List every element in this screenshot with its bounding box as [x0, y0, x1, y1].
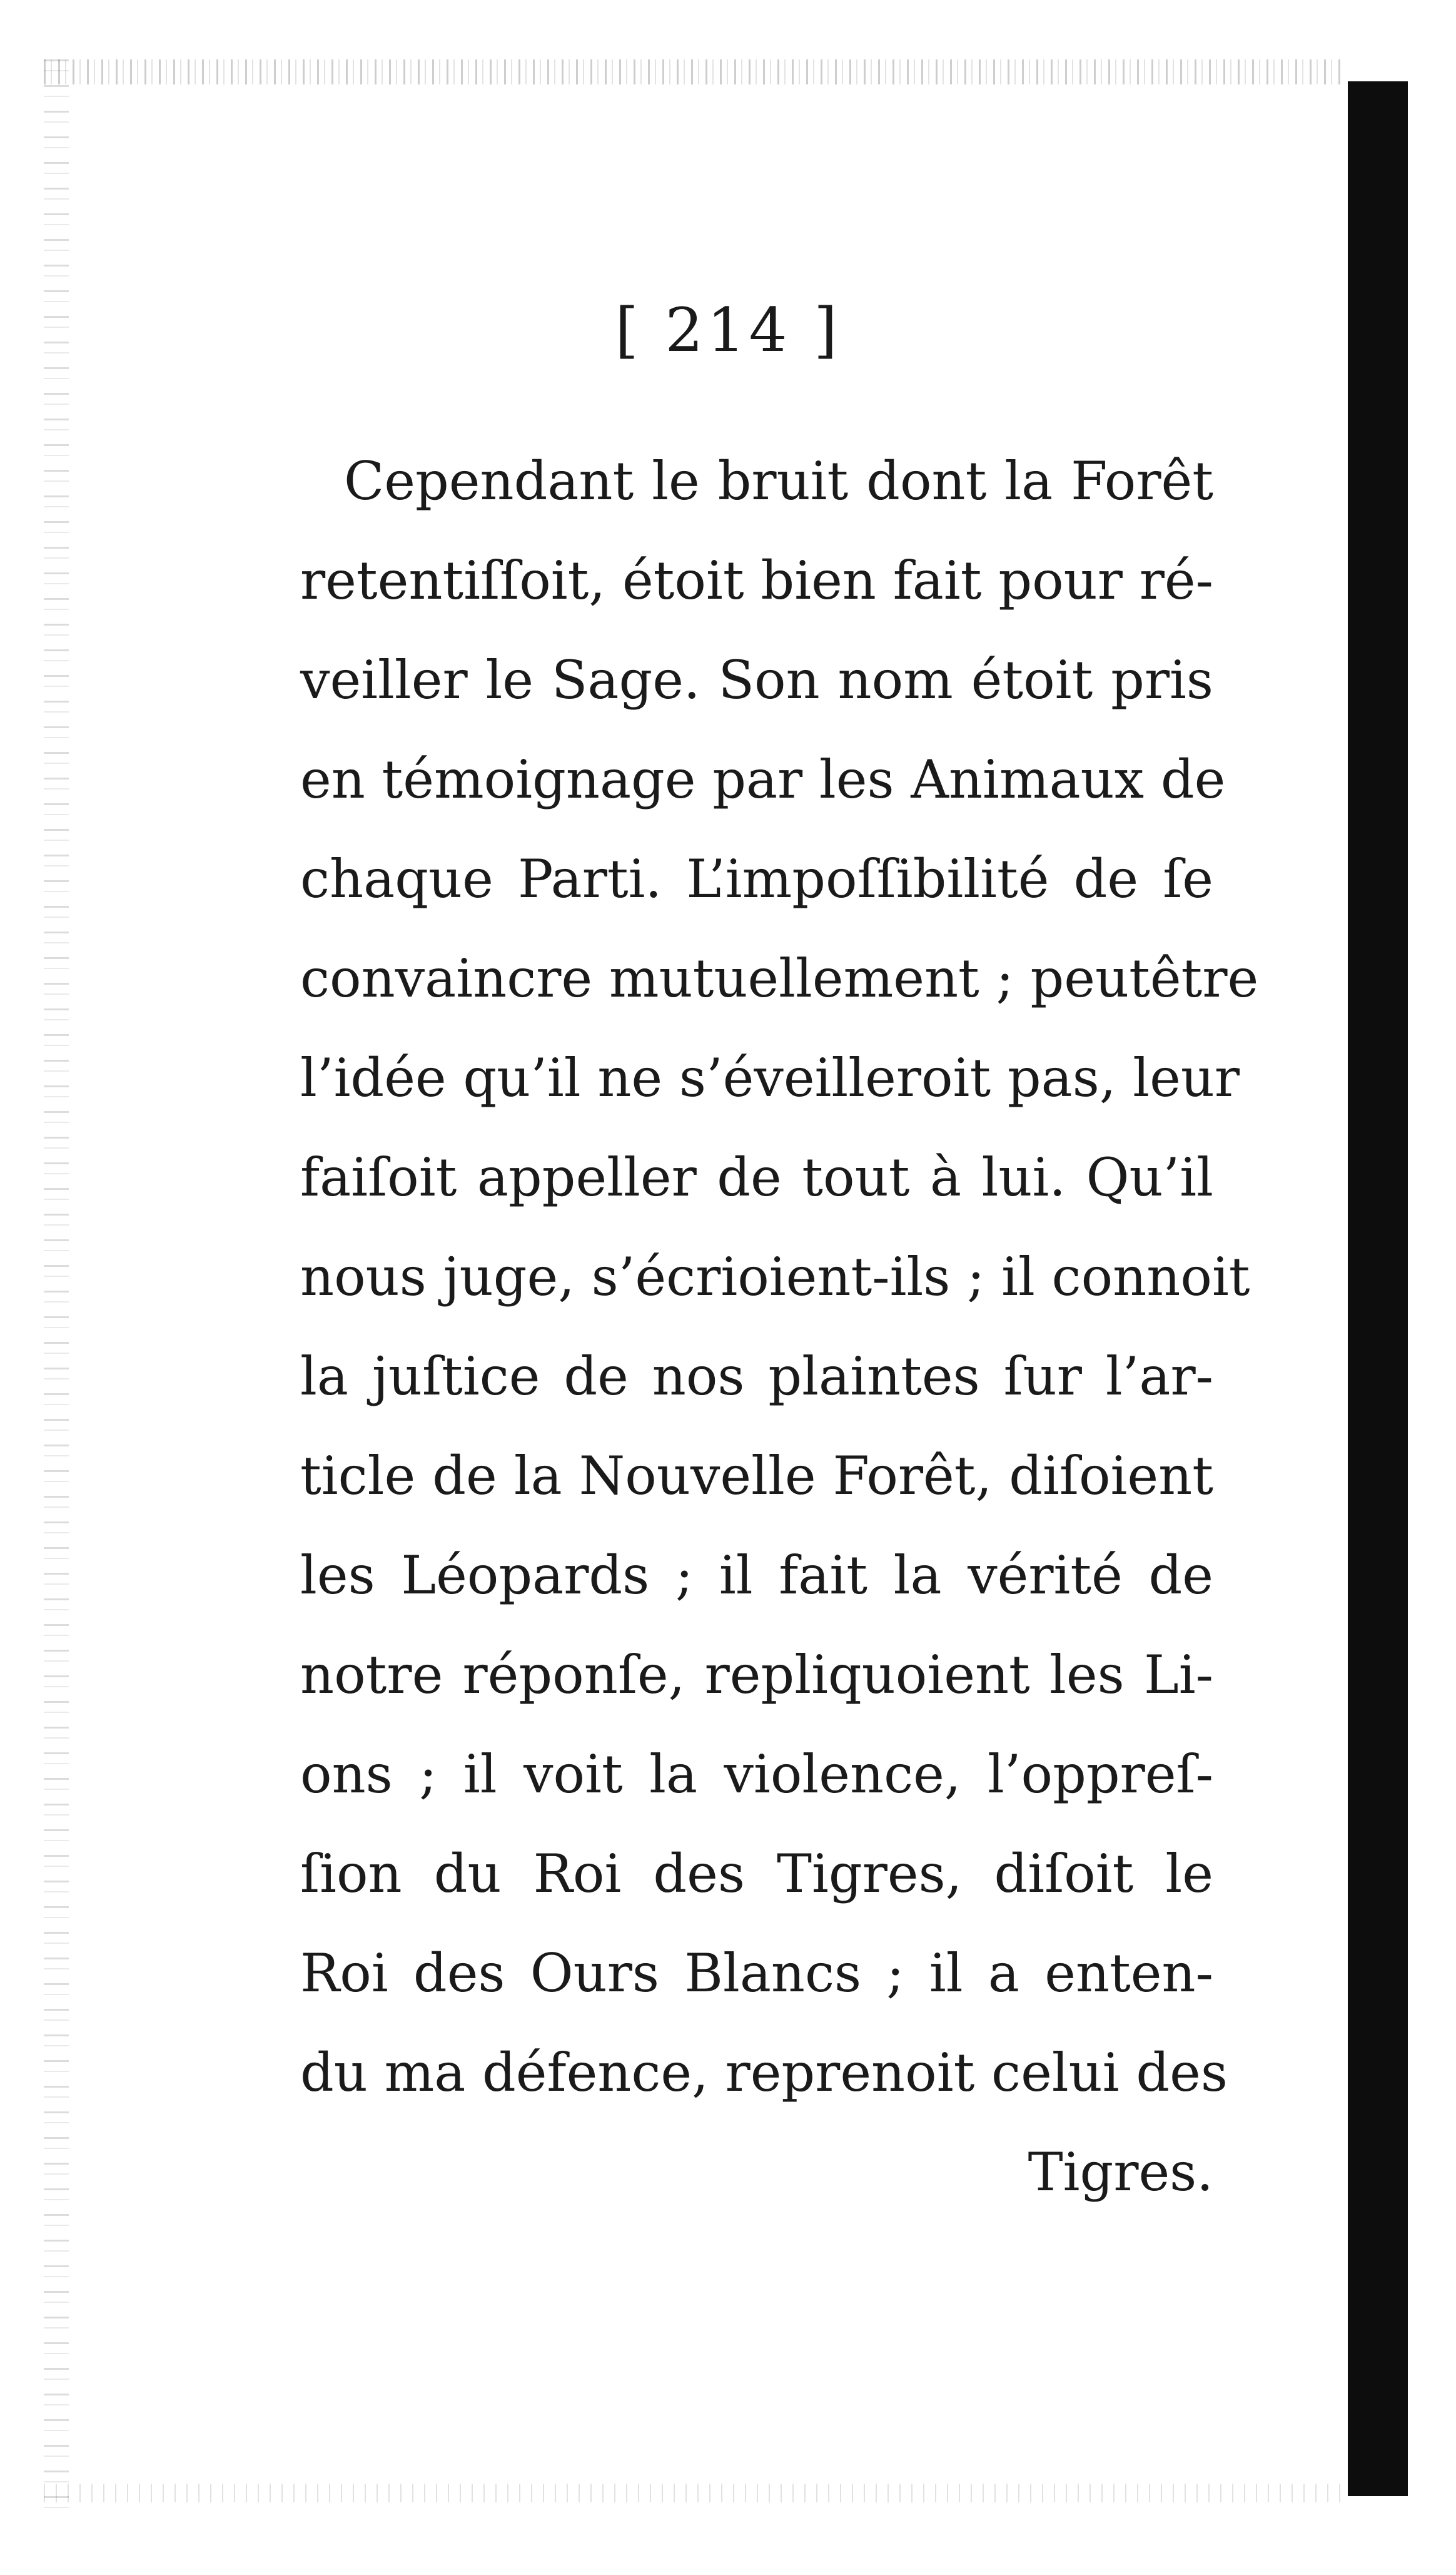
- text-line: convaincre mutuellement ; peutêtre: [300, 948, 1259, 1009]
- text-line: ſion du Roi des Tigres, diſoit le: [300, 1843, 1213, 1904]
- binding-shadow: [1348, 81, 1408, 2496]
- text-line: en témoignage par les Animaux de: [300, 749, 1226, 810]
- scan-edge-left: [44, 59, 69, 2512]
- text-line: nous juge, s’écrioient-ils ; il connoit: [300, 1246, 1250, 1308]
- text-line: faiſoit appeller de tout à lui. Qu’il: [300, 1147, 1213, 1208]
- text-line: la juſtice de nos plaintes ſur l’ar-: [300, 1346, 1213, 1407]
- text-line: Cependant le bruit dont la Forêt: [344, 450, 1213, 512]
- text-line: notre réponſe, repliquoient les Li-: [300, 1644, 1213, 1705]
- text-line: ons ; il voit la violence, l’oppreſ-: [300, 1744, 1213, 1805]
- page-number: [ 214 ]: [615, 295, 841, 365]
- text-line: l’idée qu’il ne s’éveilleroit pas, leur: [300, 1047, 1240, 1109]
- body-text: [300, 432, 1259, 2222]
- text-line: ticle de la Nouvelle Forêt, diſoient: [300, 1445, 1213, 1506]
- scan-edge-top: [44, 59, 1345, 84]
- scan-edge-bottom: [44, 2484, 1345, 2502]
- text-line: du ma défence, reprenoit celui des: [300, 2042, 1228, 2103]
- text-line: les Léopards ; il fait la vérité de: [300, 1545, 1213, 1606]
- text-line: Tigres.: [1028, 2141, 1213, 2203]
- text-line: Roi des Ours Blancs ; il a enten-: [300, 1943, 1213, 2004]
- text-line: chaque Parti. L’impoſſibilité de ſe: [300, 848, 1213, 910]
- text-line: veiller le Sage. Son nom étoit pris: [300, 649, 1213, 711]
- text-line: retentiſſoit, étoit bien fait pour ré-: [300, 550, 1213, 611]
